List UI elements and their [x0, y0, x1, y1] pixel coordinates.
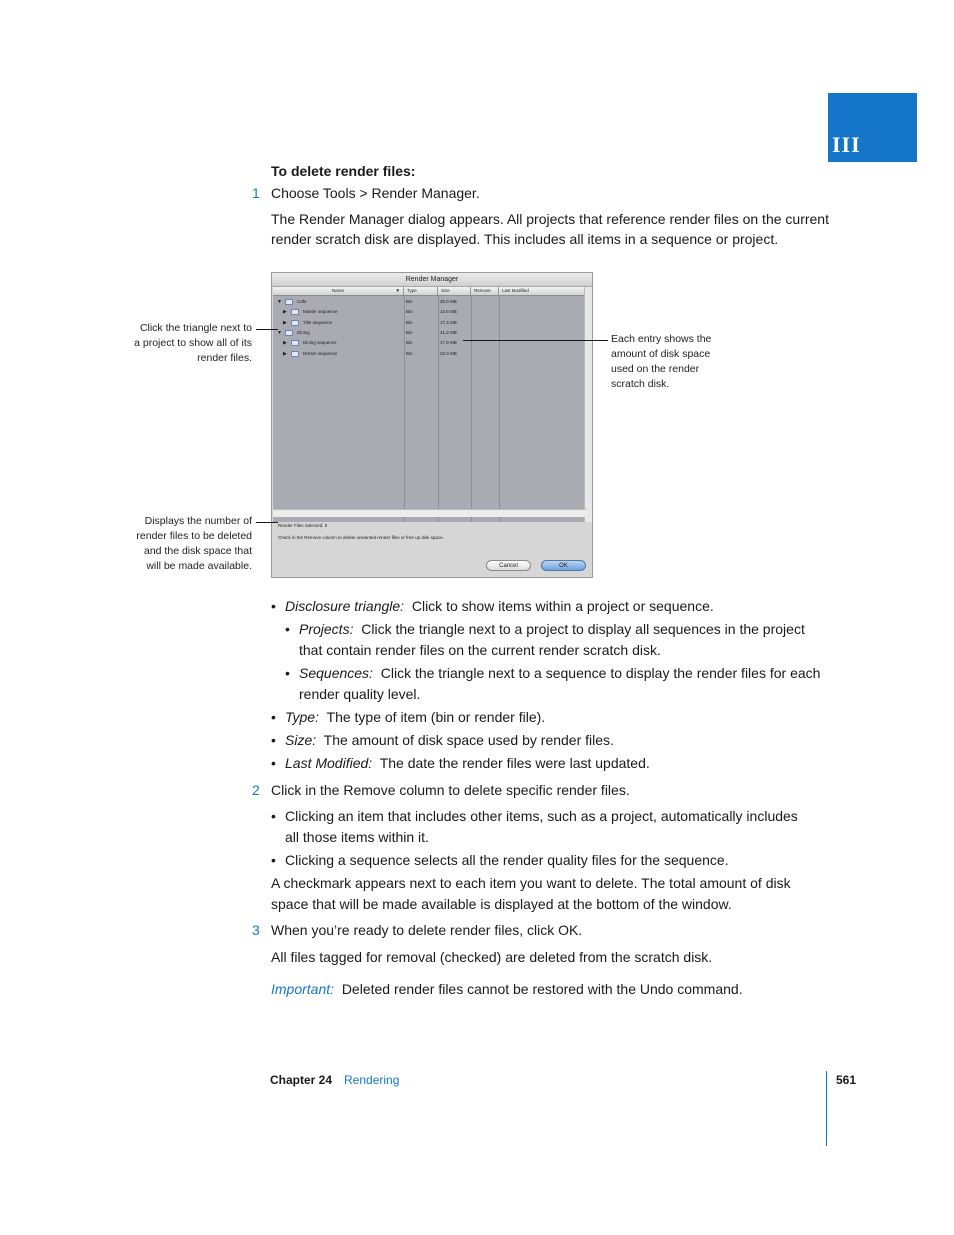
row-type: Bin — [406, 350, 413, 356]
column-header-size: Size — [438, 287, 471, 295]
bullet-term: Projects: — [299, 621, 354, 637]
row-size: 23.3 MB — [440, 350, 457, 356]
table-row — [273, 349, 586, 359]
column-header-label: Name — [331, 288, 344, 293]
column-header-last-modified: Last Modified — [502, 288, 529, 293]
list-header — [273, 287, 586, 296]
callout-entry — [611, 332, 751, 392]
important-text: Deleted render files cannot be restored with the Undo command. — [341, 981, 743, 997]
window-title: Render Manager — [272, 273, 592, 287]
remove-hint: Check in the Remove column to delete unwanted render files or free up disk space. — [278, 535, 444, 540]
bullet-text: The amount of disk space used by render files. — [323, 732, 614, 748]
row-size: 30.0 MB — [440, 299, 457, 304]
disclosure-closed-icon: ▶ — [283, 340, 287, 347]
folder-icon — [291, 309, 299, 315]
callout-line: a project to show all of its — [134, 337, 252, 349]
bullet-icon: • — [271, 598, 276, 614]
column-header-type: Type — [404, 287, 438, 295]
row-size: 41.2 MB — [440, 329, 457, 335]
step-3-number: 3 — [252, 922, 260, 938]
table-row — [273, 297, 586, 307]
bullet-icon: • — [285, 621, 290, 637]
disclosure-closed-icon: ▶ — [283, 309, 287, 316]
callout-line: will be made available. — [146, 560, 252, 572]
part-tab-label: III — [832, 132, 861, 157]
render-files-selected: Render Files Selected: 0 — [278, 523, 328, 528]
callout-line: scratch disk. — [611, 378, 670, 390]
disclosure-closed-icon: ▶ — [283, 319, 287, 326]
callout-line: render files to be deleted — [136, 530, 252, 542]
part-tab — [828, 93, 917, 162]
footer-chapter: Chapter 24 — [270, 1073, 333, 1087]
callout-line: used on the render — [611, 363, 700, 375]
row-type: Bin — [406, 329, 413, 335]
bullet-icon: • — [271, 852, 276, 868]
row-name: Master sequence — [303, 309, 338, 315]
disclosure-open-icon: ▼ — [277, 329, 282, 336]
folder-icon — [291, 320, 299, 326]
sort-arrow-icon: ▼ — [395, 288, 400, 293]
callout-line: and the disk space that — [144, 545, 252, 557]
callout-line: Each entry shows the — [611, 333, 712, 345]
footer-rule — [826, 1071, 827, 1146]
row-type: Bin — [406, 309, 413, 315]
bullet-term: Size: — [285, 732, 317, 748]
bullet-text: Clicking an item that includes other items, such as a project, automatically includes — [285, 808, 798, 824]
bullet-icon: • — [285, 665, 290, 681]
callout-triangle — [100, 321, 252, 366]
procedure-heading: To delete render files: — [271, 163, 416, 179]
disclosure-closed-icon: ▶ — [283, 350, 287, 357]
bullet-continuation: all those items within it. — [285, 829, 429, 845]
bullet-continuation: that contain render files on the current render scratch disk. — [299, 642, 661, 658]
row-name: Dining sequence — [303, 340, 337, 346]
horizontal-scrollbar — [273, 509, 586, 517]
folder-icon — [291, 351, 299, 357]
callout-line: amount of disk space — [611, 348, 711, 360]
callout-leader-line — [256, 329, 278, 330]
bullet-text: The date the render files were last updated. — [379, 755, 650, 771]
step-1-number: 1 — [252, 185, 260, 201]
render-manager-screenshot — [271, 272, 593, 578]
row-type: Bin — [406, 340, 413, 346]
bullet-term: Last Modified: — [285, 755, 373, 771]
row-size: 17.9 MB — [440, 340, 457, 346]
folder-icon — [285, 299, 293, 305]
row-name: Dining — [297, 329, 310, 335]
paragraph-line: A checkmark appears next to each item you want to delete. The total amount of disk — [271, 875, 791, 891]
row-name: Title sequence — [303, 319, 333, 325]
column-header-name — [273, 287, 404, 295]
bullet-text: Click to show items within a project or sequence. — [411, 598, 714, 614]
table-row — [273, 328, 586, 338]
bullet-continuation: render quality level. — [299, 686, 421, 702]
row-name: Dream sequence — [303, 350, 338, 356]
paragraph-line: space that will be made available is displayed at the bottom of the window. — [271, 896, 732, 912]
row-name: Cafe — [297, 299, 307, 304]
callout-leader-line — [463, 340, 608, 341]
page-number: 561 — [836, 1073, 857, 1087]
step-3-text: When you’re ready to delete render files, click OK. — [271, 922, 583, 938]
ok-button: OK — [541, 560, 586, 571]
cancel-button: Cancel — [486, 560, 531, 571]
step-1-text: Choose Tools > Render Manager. — [271, 185, 480, 201]
paragraph-line: All files tagged for removal (checked) are deleted from the scratch disk. — [271, 949, 713, 965]
paragraph-line: The Render Manager dialog appears. All projects that reference render files on the current — [271, 211, 829, 227]
row-size: 17.4 MB — [440, 319, 457, 325]
row-size: 12.6 MB — [440, 309, 457, 315]
vertical-scrollbar — [584, 287, 592, 522]
table-row — [273, 318, 586, 328]
bullet-text: Click the triangle next to a sequence to display the render files for each — [380, 665, 821, 681]
folder-icon — [291, 340, 299, 346]
callout-line: Click the triangle next to — [139, 322, 252, 334]
bullet-text: The type of item (bin or render file). — [326, 709, 546, 725]
column-header-remove: Remove — [471, 287, 499, 295]
bullet-text: Clicking a sequence selects all the render quality files for the sequence. — [285, 852, 729, 868]
row-type: Bin — [406, 319, 413, 325]
bullet-term: Type: — [285, 709, 319, 725]
bullet-icon: • — [271, 709, 276, 725]
important-note — [271, 979, 743, 1000]
bullet-term: Sequences: — [299, 665, 373, 681]
paragraph-line: render scratch disk are displayed. This includes all items in a sequence or project. — [271, 231, 779, 247]
render-file-list — [273, 287, 586, 522]
folder-icon — [285, 330, 293, 336]
bullet-icon: • — [271, 755, 276, 771]
important-label: Important: — [271, 981, 335, 997]
row-type: Bin — [406, 299, 413, 304]
bullet-term: Disclosure triangle: — [285, 598, 405, 614]
step-2-number: 2 — [252, 782, 260, 798]
callout-leader-line — [256, 522, 278, 523]
footer-section: Rendering — [344, 1073, 400, 1087]
bullet-icon: • — [271, 808, 276, 824]
disclosure-open-icon: ▼ — [277, 299, 282, 305]
callout-line: Displays the number of — [144, 515, 252, 527]
step-2-text: Click in the Remove column to delete specific render files. — [271, 782, 630, 798]
bullet-icon: • — [271, 732, 276, 748]
callout-line: render files. — [197, 352, 252, 364]
callout-displays — [100, 514, 252, 574]
bullet-text: Click the triangle next to a project to display all sequences in the project — [361, 621, 805, 637]
table-row — [273, 307, 586, 317]
